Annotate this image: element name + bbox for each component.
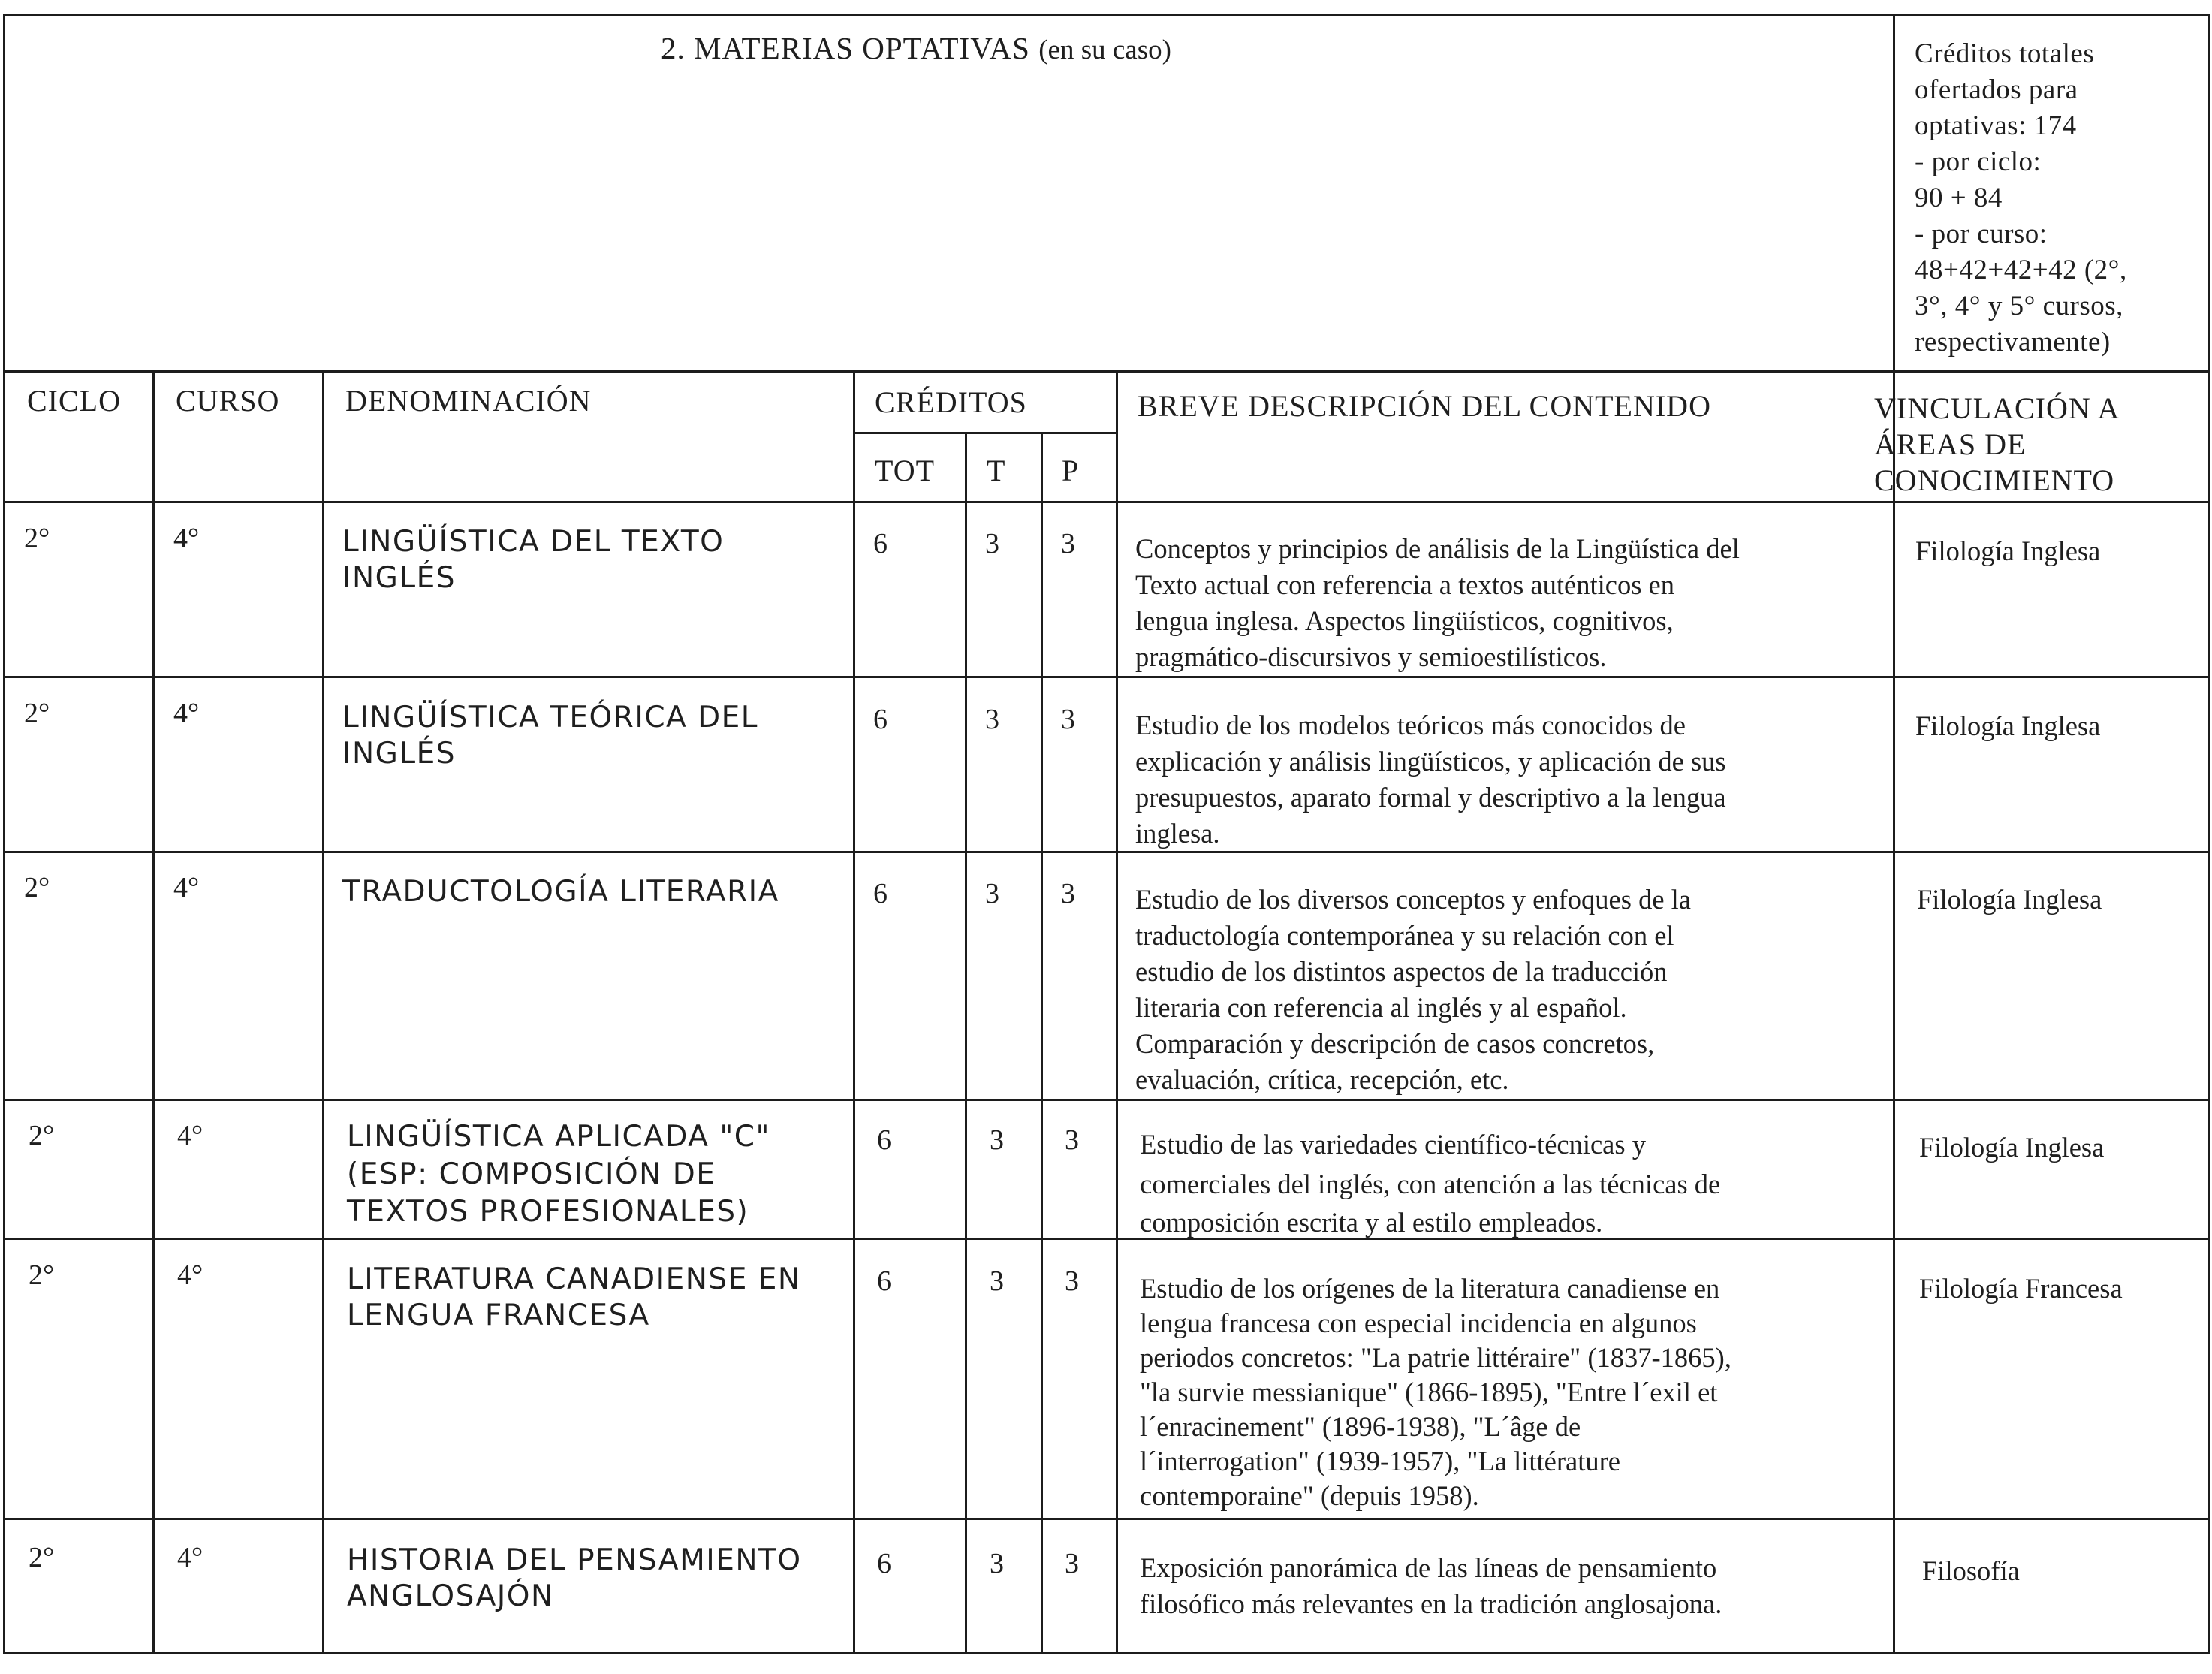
cell-ciclo: 2° [24,698,50,729]
rule-summary-left [1893,14,1895,1654]
cell-area: Filología Inglesa [1915,710,2101,741]
cell-p: 3 [1065,1124,1079,1156]
cell-descripcion-line: literaria con referencia al inglés y al español. [1135,992,1627,1023]
cell-descripcion-line: pragmático-discursivos y semioestilísticos. [1135,641,1607,672]
header-vinculacion: CONOCIMIENTO [1874,463,2115,497]
credits-summary-line: ofertados para [1915,74,2078,105]
cell-tot: 6 [877,1548,891,1579]
cell-descripcion-line: filosófico más relevantes en la tradición anglosajona. [1140,1588,1722,1619]
cell-area: Filología Inglesa [1919,1132,2105,1163]
cell-descripcion-line: presupuestos, aparato formal y descriptivo a la lengua [1135,782,1726,813]
cell-denominacion: INGLÉS [342,737,457,771]
cell-descripcion-line: "la survie messianique" (1866-1895), "Entre l´exil et [1140,1377,1718,1407]
cell-descripcion-line: estudio de los distintos aspectos de la traducción [1135,956,1668,987]
credits-summary-line: - por curso: [1915,219,2048,249]
cell-curso: 4° [177,1120,203,1151]
cell-denominacion: INGLÉS [342,561,457,595]
header-ciclo: CICLO [27,384,121,418]
cell-denominacion: (ESP: COMPOSICIÓN DE [347,1157,716,1191]
rule-left [3,14,5,1654]
cell-tot: 6 [873,704,888,735]
cell-descripcion-line: contemporaine" (depuis 1958). [1140,1480,1479,1511]
cell-descripcion-line: explicación y análisis lingüísticos, y aplicación de sus [1135,746,1726,777]
cell-curso: 4° [173,698,200,729]
credits-summary-line: 3°, 4° y 5° cursos, [1915,291,2123,321]
cell-denominacion: HISTORIA DEL PENSAMIENTO [347,1543,802,1577]
rule-header-top [3,370,2210,373]
header-creditos: CRÉDITOS [875,385,1027,419]
cell-descripcion-line: l´interrogation" (1939-1957), "La littérature [1140,1446,1620,1476]
rule-row-1 [3,676,2210,678]
cell-denominacion: TEXTOS PROFESIONALES) [347,1195,749,1229]
cell-descripcion-line: Exposición panorámica de las líneas de pensamiento [1140,1552,1717,1583]
cell-denominacion: LITERATURA CANADIENSE EN [347,1262,801,1296]
cell-area: Filosofía [1922,1555,2020,1586]
cell-descripcion-line: evaluación, crítica, recepción, etc. [1135,1064,1509,1095]
credits-summary-line: respectivamente) [1915,327,2111,357]
section-title-main: 2. MATERIAS OPTATIVAS [661,31,1030,65]
credits-summary-line: - por ciclo: [1915,146,2042,177]
rule-top [3,14,2210,16]
cell-denominacion: LINGÜÍSTICA APLICADA "C" [347,1120,770,1154]
cell-denominacion: TRADUCTOLOGÍA LITERARIA [342,875,779,909]
credits-summary-line: 90 + 84 [1915,182,2003,213]
cell-descripcion-line: Texto actual con referencia a textos auténticos en [1135,569,1674,600]
cell-descripcion-line: composición escrita y al estilo empleados. [1140,1207,1603,1238]
rule-row-2 [3,851,2210,853]
cell-denominacion: LINGÜÍSTICA TEÓRICA DEL [342,701,759,734]
cell-descripcion-line: Estudio de las variedades científico-técnicas y [1140,1129,1646,1160]
cell-descripcion-line: Estudio de los modelos teóricos más conocidos de [1135,710,1686,740]
rule-right [2208,14,2210,1654]
cell-t: 3 [990,1265,1004,1297]
cell-p: 3 [1065,1265,1079,1297]
header-tot: TOT [875,454,936,487]
rule-ciclo-curso [152,370,155,1654]
rule-curso-denom [322,370,324,1654]
cell-ciclo: 2° [29,1542,55,1573]
cell-t: 3 [985,878,999,909]
rule-creditos-desc [1116,370,1118,1654]
header-denominacion: DENOMINACIÓN [345,384,592,418]
cell-curso: 4° [177,1259,203,1291]
cell-p: 3 [1065,1548,1079,1579]
cell-area: Filología Francesa [1919,1273,2123,1304]
cell-ciclo: 2° [29,1120,55,1151]
header-vinculacion: VINCULACIÓN A [1874,391,2120,425]
cell-descripcion-line: Estudio de los diversos conceptos y enfoques de la [1135,884,1691,915]
cell-tot: 6 [877,1265,891,1297]
cell-descripcion-line: periodos concretos: "La patrie littéraire" (1837-1865), [1140,1342,1731,1373]
rule-denom-creditos [853,370,855,1654]
cell-area: Filología Inglesa [1917,884,2102,915]
cell-ciclo: 2° [24,523,50,554]
cell-tot: 6 [873,878,888,909]
credits-summary-line: 48+42+42+42 (2°, [1915,255,2127,285]
cell-descripcion-line: lengua inglesa. Aspectos lingüísticos, cognitivos, [1135,605,1674,636]
cell-ciclo: 2° [24,872,50,903]
cell-p: 3 [1061,528,1075,560]
cell-tot: 6 [877,1124,891,1156]
header-descripcion: BREVE DESCRIPCIÓN DEL CONTENIDO [1138,389,1711,423]
cell-descripcion-line: lengua francesa con especial incidencia en algunos [1140,1308,1697,1338]
rule-t-p [1041,432,1043,1654]
rule-creditos-split [853,432,1116,434]
cell-denominacion: ANGLOSAJÓN [347,1579,554,1613]
cell-t: 3 [985,528,999,560]
header-vinculacion: ÁREAS DE [1874,427,2027,461]
cell-t: 3 [990,1548,1004,1579]
cell-p: 3 [1061,878,1075,909]
cell-curso: 4° [177,1542,203,1573]
credits-summary-line: optativas: 174 [1915,110,2077,141]
cell-curso: 4° [173,872,200,903]
cell-p: 3 [1061,704,1075,735]
rule-header-bottom [3,501,2210,503]
cell-descripcion-line: traductología contemporánea y su relación con el [1135,920,1674,951]
cell-area: Filología Inglesa [1915,535,2101,566]
cell-descripcion-line: l´enracinement" (1896-1938), "L´âge de [1140,1411,1581,1442]
header-t: T [987,454,1006,487]
cell-descripcion-line: comerciales del inglés, con atención a las técnicas de [1140,1169,1721,1199]
rule-row-5 [3,1518,2210,1520]
cell-descripcion-line: inglesa. [1135,818,1220,849]
cell-t: 3 [985,704,999,735]
rule-row-4 [3,1238,2210,1240]
cell-denominacion: LINGÜÍSTICA DEL TEXTO [342,525,725,559]
rule-bottom [3,1652,2210,1654]
section-title-note: (en su caso) [1038,35,1171,65]
cell-ciclo: 2° [29,1259,55,1291]
cell-denominacion: LENGUA FRANCESA [347,1298,650,1332]
rule-row-3 [3,1099,2210,1101]
rule-tot-t [965,432,967,1654]
section-title [661,30,1171,66]
cell-t: 3 [990,1124,1004,1156]
header-p: P [1062,454,1080,487]
cell-descripcion-line: Conceptos y principios de análisis de la Lingüística del [1135,533,1740,564]
credits-summary-line: Créditos totales [1915,38,2095,69]
cell-descripcion-line: Estudio de los orígenes de la literatura canadiense en [1140,1273,1720,1304]
header-curso: CURSO [176,384,280,418]
cell-tot: 6 [873,528,888,560]
cell-curso: 4° [173,523,200,554]
cell-descripcion-line: Comparación y descripción de casos concretos, [1135,1028,1655,1059]
